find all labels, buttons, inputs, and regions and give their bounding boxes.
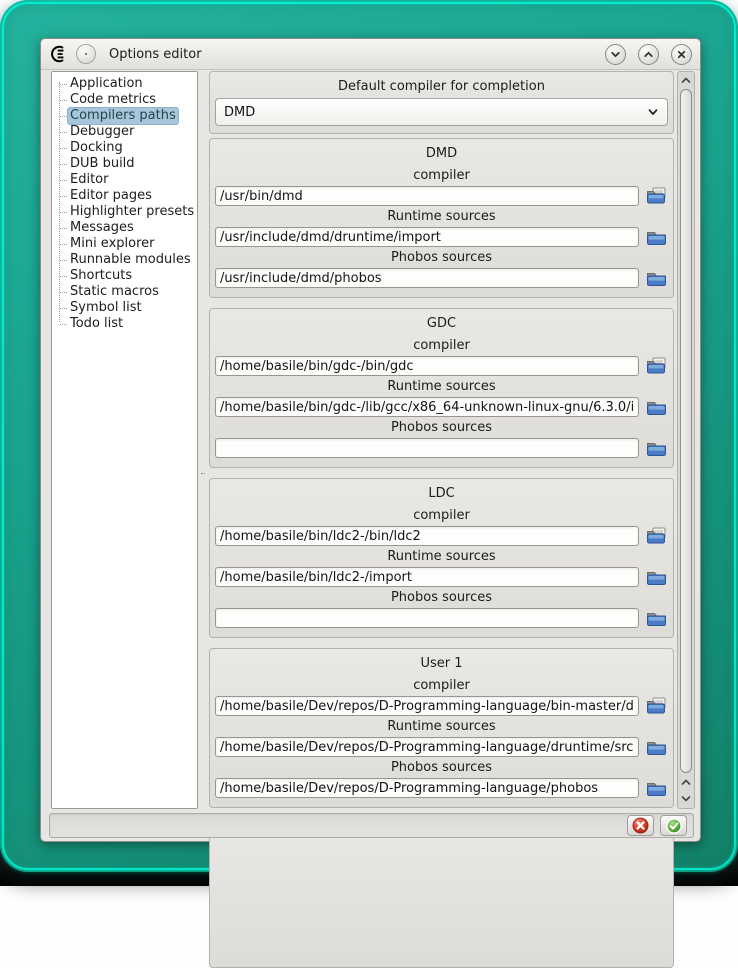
open-file-icon (646, 697, 667, 715)
sidebar-item-dub-build[interactable] (56, 156, 195, 172)
sidebar-item-todo-list[interactable] (56, 316, 195, 332)
cancel-button[interactable] (627, 815, 654, 836)
field-label: compiler (413, 508, 470, 523)
field-label: Phobos sources (390, 760, 493, 775)
field-label: Phobos sources (390, 250, 493, 265)
open-file-icon (646, 357, 667, 375)
sidebar-item-label: Application (70, 76, 143, 91)
splitter-handle[interactable] (198, 71, 208, 809)
field-label: Phobos sources (390, 420, 493, 435)
vertical-scrollbar[interactable] (677, 71, 695, 809)
sidebar-item-label: Editor pages (70, 188, 152, 203)
path-input[interactable] (215, 268, 639, 288)
window-title: Options editor (109, 46, 202, 62)
sidebar-item-messages[interactable] (56, 220, 195, 236)
path-field (215, 335, 668, 376)
sidebar-item-label: Compilers paths (67, 107, 179, 125)
sidebar-item-highlighter-presets[interactable] (56, 204, 195, 220)
browse-button[interactable] (644, 397, 668, 417)
path-field (215, 675, 668, 716)
sidebar-item-shortcuts[interactable] (56, 268, 195, 284)
folder-icon (646, 610, 667, 627)
path-field (215, 716, 668, 757)
path-input[interactable] (215, 186, 639, 206)
sidebar-item-application[interactable] (56, 76, 195, 92)
browse-button[interactable] (644, 268, 668, 288)
group-title: GDC (426, 316, 457, 331)
sidebar-item-static-macros[interactable] (56, 284, 195, 300)
scrollbar-thumb[interactable] (680, 89, 692, 773)
browse-button[interactable] (644, 696, 668, 716)
app-icon (49, 44, 69, 64)
group-title: Default compiler for completion (338, 79, 545, 94)
sidebar-item-label: Editor (70, 172, 109, 187)
sidebar-item-label: Static macros (70, 284, 159, 299)
path-input[interactable] (215, 696, 639, 716)
path-input[interactable] (215, 778, 639, 798)
sidebar-item-docking[interactable] (56, 140, 195, 156)
group-title: DMD (425, 146, 458, 161)
chevron-down-icon (610, 49, 621, 60)
path-input[interactable] (215, 567, 639, 587)
compiler-group-dmd (209, 138, 674, 298)
field-label: Runtime sources (387, 209, 496, 224)
folder-icon (646, 229, 667, 246)
browse-button[interactable] (644, 567, 668, 587)
scroll-down-button[interactable] (678, 791, 694, 806)
path-field (215, 206, 668, 247)
sidebar-item-label: Docking (70, 140, 123, 155)
sidebar-item-label: DUB build (70, 156, 135, 171)
accept-icon (666, 818, 682, 834)
sidebar-item-editor[interactable] (56, 172, 195, 188)
path-field (215, 165, 668, 206)
sidebar-item-code-metrics[interactable] (56, 92, 195, 108)
browse-button[interactable] (644, 608, 668, 628)
compiler-group-ldc (209, 478, 674, 638)
close-icon (676, 49, 687, 60)
group-title: User 1 (420, 656, 463, 671)
path-field (215, 417, 668, 458)
window-menu-button[interactable] (76, 44, 96, 64)
sidebar-item-label: Shortcuts (70, 268, 133, 283)
titlebar[interactable] (41, 39, 700, 70)
browse-button[interactable] (644, 227, 668, 247)
sidebar-item-debugger[interactable] (56, 124, 195, 140)
sidebar-item-label: Highlighter presets (70, 204, 195, 219)
path-input[interactable] (215, 227, 639, 247)
path-input[interactable] (215, 397, 639, 417)
group-title: LDC (428, 486, 455, 501)
sidebar-item-label: Todo list (70, 316, 124, 331)
close-button[interactable] (671, 44, 692, 65)
chevron-up-icon (681, 778, 691, 787)
browse-button[interactable] (644, 438, 668, 458)
browse-button[interactable] (644, 737, 668, 757)
chevron-down-icon (647, 106, 659, 118)
sidebar-item-editor-pages[interactable] (56, 188, 195, 204)
cancel-icon (632, 817, 649, 834)
path-field (215, 376, 668, 417)
field-label: Runtime sources (387, 379, 496, 394)
sidebar-item-label: Mini explorer (70, 236, 155, 251)
sidebar-item-label: Debugger (70, 124, 135, 139)
folder-icon (646, 569, 667, 586)
default-compiler-select[interactable] (215, 98, 668, 126)
browse-button[interactable] (644, 186, 668, 206)
path-field (215, 247, 668, 288)
footer-bar (49, 813, 694, 838)
browse-button[interactable] (644, 778, 668, 798)
open-file-icon (646, 527, 667, 545)
chevron-up-icon (643, 49, 654, 60)
path-field (215, 546, 668, 587)
compilers-paths-panel (208, 71, 675, 809)
sidebar-item-label: Code metrics (70, 92, 157, 107)
chevron-down-icon (681, 794, 691, 803)
categories-tree (51, 71, 198, 809)
path-input[interactable] (215, 438, 639, 458)
field-label: Phobos sources (390, 590, 493, 605)
compiler-group-user-1 (209, 648, 674, 808)
sidebar-item-label: Messages (70, 220, 134, 235)
field-label: compiler (413, 168, 470, 183)
maximize-button[interactable] (638, 44, 659, 65)
folder-icon (646, 780, 667, 797)
combobox-value: DMD (224, 104, 256, 120)
scroll-up-button[interactable] (678, 73, 694, 88)
open-file-icon (646, 187, 667, 205)
path-field (215, 505, 668, 546)
sidebar-item-mini-explorer[interactable] (56, 236, 195, 252)
path-input[interactable] (215, 356, 639, 376)
minimize-button[interactable] (605, 44, 626, 65)
path-input[interactable] (215, 608, 639, 628)
sidebar-item-label: Symbol list (70, 300, 142, 315)
folder-icon (646, 399, 667, 416)
sidebar-item-symbol-list[interactable] (56, 300, 195, 316)
path-input[interactable] (215, 526, 639, 546)
field-label: compiler (413, 678, 470, 693)
folder-icon (646, 440, 667, 457)
browse-button[interactable] (644, 526, 668, 546)
folder-icon (646, 739, 667, 756)
field-label: Runtime sources (387, 549, 496, 564)
compiler-group-user-2 (209, 818, 674, 968)
chevron-up-icon (681, 76, 691, 85)
path-field (215, 587, 668, 628)
compiler-group-gdc (209, 308, 674, 468)
field-label: Runtime sources (387, 719, 496, 734)
sidebar-item-label: Runnable modules (70, 252, 191, 267)
default-compiler-group (209, 71, 674, 134)
path-input[interactable] (215, 737, 639, 757)
accept-button[interactable] (660, 815, 687, 836)
field-label: compiler (413, 338, 470, 353)
browse-button[interactable] (644, 356, 668, 376)
sidebar-item-runnable-modules[interactable] (56, 252, 195, 268)
scroll-up-button-bottom[interactable] (678, 775, 694, 790)
sidebar-item-compilers-paths[interactable] (56, 108, 195, 124)
options-editor-dialog (40, 38, 701, 842)
folder-icon (646, 270, 667, 287)
path-field (215, 757, 668, 798)
